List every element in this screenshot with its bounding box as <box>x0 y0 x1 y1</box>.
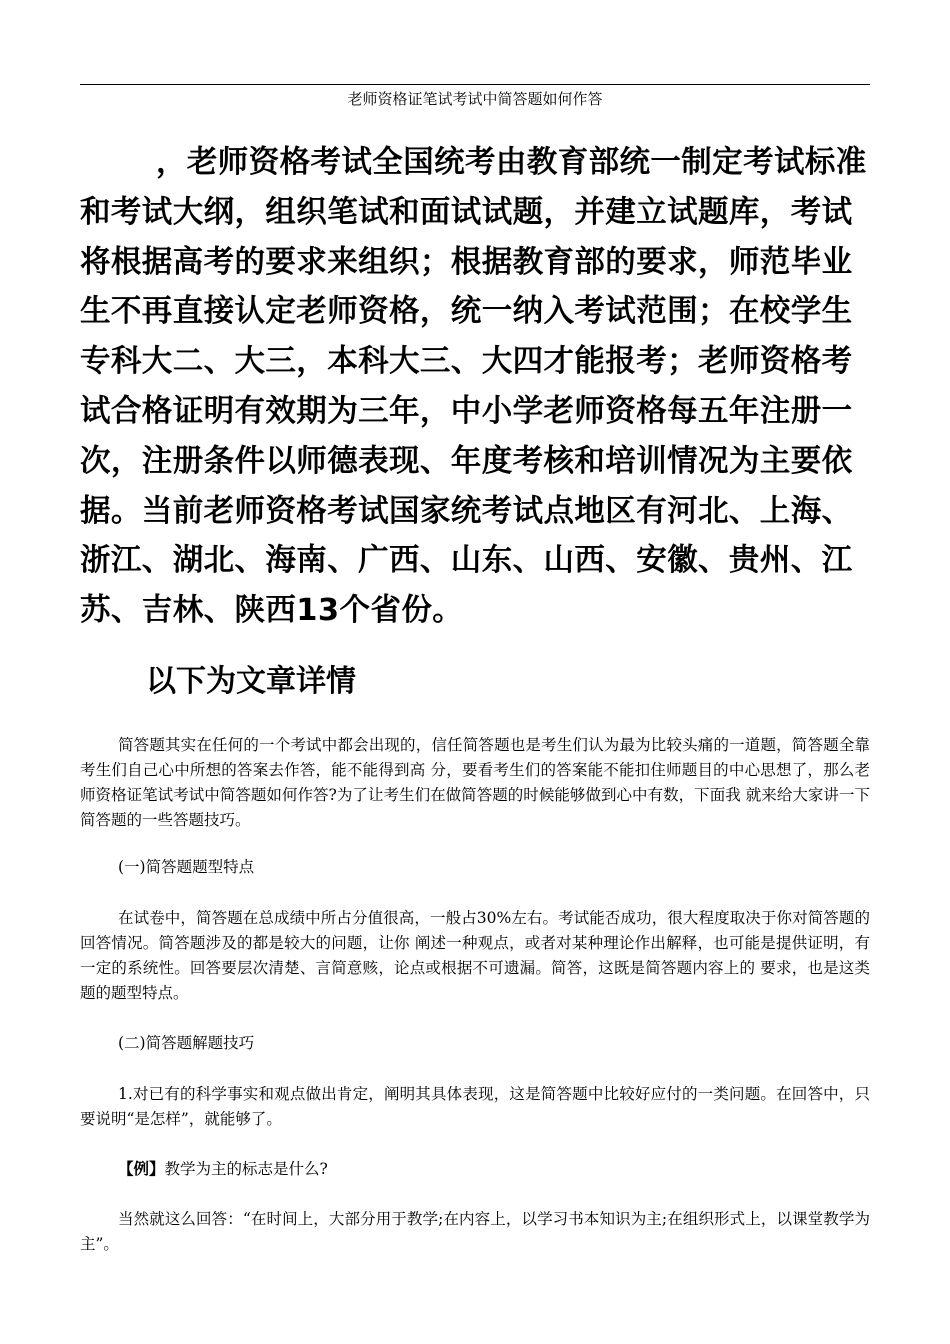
body-paragraph-technique-1: 1.对已有的科学事实和观点做出肯定，阐明其具体表现，这是简答题中比较好应付的一类问题。在回答中，只要说明“是怎样”，就能够了。 <box>80 1085 870 1128</box>
section-title-features: (一)简答题题型特点 <box>118 858 255 876</box>
article-subheading: 以下为文章详情 <box>146 664 356 699</box>
header-rule <box>80 84 870 85</box>
example-line <box>118 1156 328 1182</box>
intro-paragraph: ，老师资格考试全国统考由教育部统一制定考试标准和考试大纲，组织笔试和面试试题，并建立试题库，考试将根据高考的要求来组织；根据教育部的要求，师范毕业生不再直接认定老师资格，统一纳入考试范围；在校学生专科大二、大三，本科大三、大四才能报考；老师资格考试合格证明有效期为三年，中小学老师资格每五年注册一次，注册条件以师德表现、年度考核和培训情况为主要依据。当前老师资格考试国家统考试点地区有河北、上海、浙江、湖北、海南、广西、山东、山西、安徽、贵州、江苏、吉林、陕西13个省份。 <box>80 145 867 629</box>
section-title-techniques: (二)简答题解题技巧 <box>118 1034 255 1052</box>
body-paragraph-features: 在试卷中，简答题在总成绩中所占分值很高，一般占30%左右。考试能否成功，很大程度取决于你对简答题的回答情况。简答题涉及的都是较大的问题，让你 阐述一种观点，或者对某种理论作出解释，也可能是提供证明，有一定的系统性。回答要层次清楚、言简意赅，论点或根据不可遗漏。简答，这既是简答题内容上的 要求，也是这类题的题型特点。 <box>80 909 870 1002</box>
body-paragraph-intro: 简答题其实在任何的一个考试中都会出现的，信任简答题也是考生们认为最为比较头痛的一道题，简答题全靠考生们自己心中所想的答案去作答，能不能得到高 分，要看考生们的答案能不能扣住师题目的中心思想了，那么老师资格证笔试考试中简答题如何作答?为了让考生们在做简答题的时候能够做到心中有数，下面我 就来给大家讲一下简答题的一些答题技巧。 <box>80 736 870 829</box>
header-title: 老师资格证笔试考试中简答题如何作答 <box>347 90 603 108</box>
example-question: 教学为主的标志是什么? <box>164 1160 328 1178</box>
body-paragraph-example-answer: 当然就这么回答：“在时间上，大部分用于教学;在内容上，以学习书本知识为主;在组织形式上，以课堂教学为主”。 <box>80 1210 870 1253</box>
example-mark: 【例】 <box>118 1159 165 1178</box>
